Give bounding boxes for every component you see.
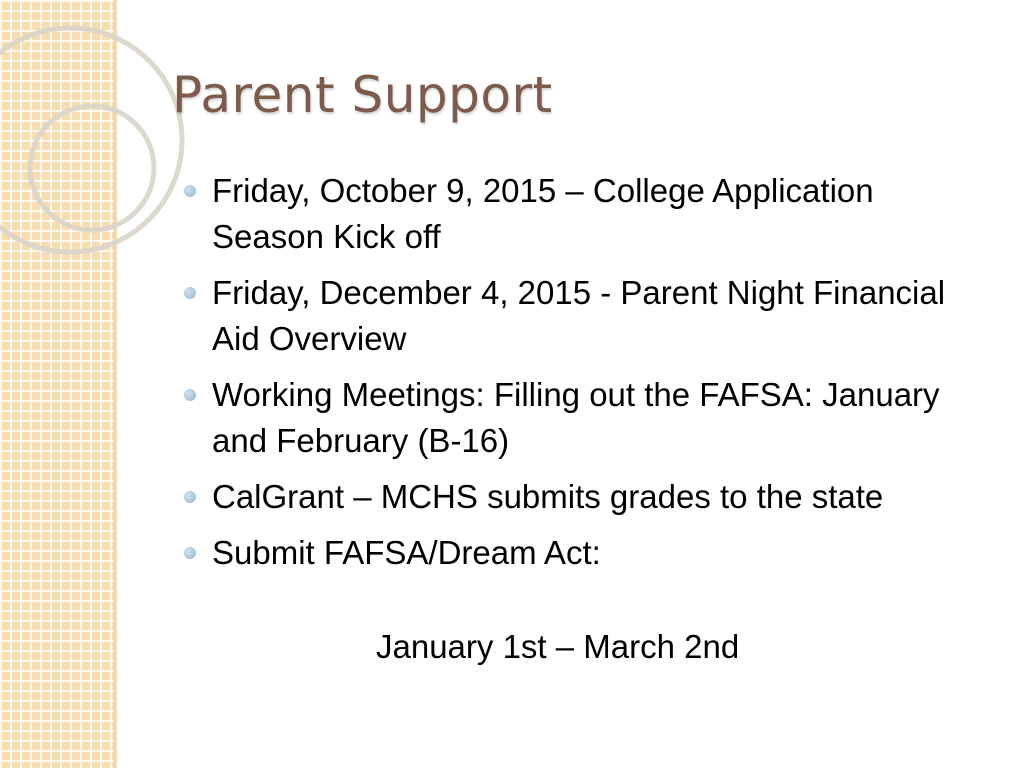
bullet-text: Submit FAFSA/Dream Act: (212, 534, 601, 571)
bullet-text: Friday, October 9, 2015 – College Application Season Kick off (212, 172, 874, 255)
bullet-icon (184, 389, 196, 401)
slide-title: Parent Support (172, 66, 553, 124)
bullet-icon (184, 547, 196, 559)
bullet-item (184, 168, 984, 260)
bullet-item (184, 530, 984, 576)
bullet-icon (184, 287, 196, 299)
bullet-icon (184, 491, 196, 503)
bullet-item (184, 474, 984, 520)
bullet-text: Friday, December 4, 2015 - Parent Night Financial Aid Overview (212, 274, 946, 357)
ring-decoration (0, 0, 200, 260)
fafsa-deadline-dates: January 1st – March 2nd (376, 628, 740, 665)
bullet-icon (184, 185, 196, 197)
ring-large (0, 28, 182, 252)
bullet-item (184, 270, 984, 362)
bullet-text: Working Meetings: Filling out the FAFSA: January and February (B-16) (212, 376, 940, 459)
bullet-text: CalGrant – MCHS submits grades to the state (212, 478, 884, 515)
ring-small (30, 106, 154, 230)
bullet-list (184, 168, 984, 586)
bullet-item (184, 372, 984, 464)
